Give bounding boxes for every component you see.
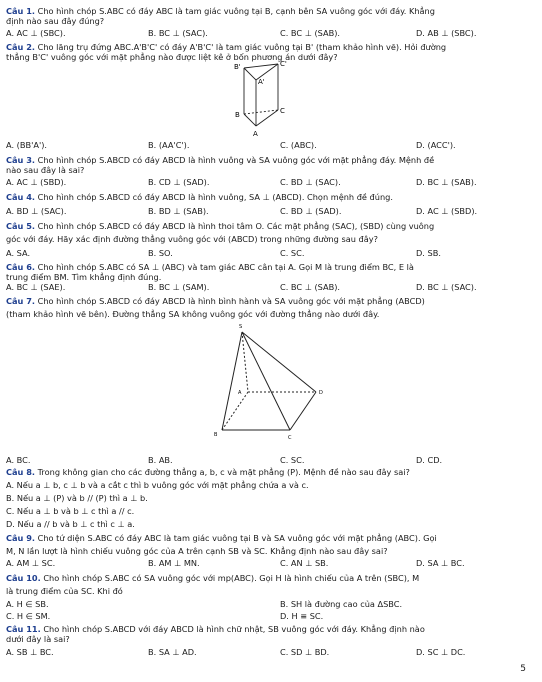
question-1-line1: Cho hình chóp S.ABC có đáy ABC là tam giác vuông tại B, cạnh bên SA vuông góc với đáy. Khẳng — [37, 6, 435, 16]
q4-option-c[interactable]: C. BD ⊥ (SAD). — [280, 206, 342, 216]
q6-option-d[interactable]: D. BC ⊥ (SAC). — [416, 282, 477, 292]
question-11-line1: Cho hình chóp S.ABCD với đáy ABCD là hình chữ nhật, SB vuông góc với đáy. Khẳng định nào — [43, 624, 425, 634]
question-10-number: Câu 10. — [6, 573, 41, 583]
q10-option-c[interactable]: C. H ∈ SM. — [6, 611, 51, 621]
q1-option-b[interactable]: B. BC ⊥ (SAC). — [148, 28, 208, 38]
question-4-text — [6, 192, 536, 202]
q8-statement-c[interactable]: C. Nếu a ⊥ b và b ⊥ c thì a // c. — [6, 506, 135, 516]
question-11-number: Câu 11. — [6, 624, 41, 634]
question-8-number: Câu 8. — [6, 467, 36, 477]
question-7-line2: (tham khảo hình vẽ bên). Đường thẳng SA không vuông góc với đường thẳng nào dưới đây. — [6, 309, 380, 319]
label-C: C — [288, 435, 292, 441]
question-11-line2: dưới đây là sai? — [6, 634, 70, 644]
q5-option-d[interactable]: D. SB. — [416, 248, 441, 258]
q6-option-c[interactable]: C. BC ⊥ (SAB). — [280, 282, 341, 292]
q10-option-b[interactable]: B. SH là đường cao của ΔSBC. — [280, 599, 403, 609]
q8-statement-b[interactable]: B. Nếu a ⊥ (P) và b // (P) thì a ⊥ b. — [6, 493, 148, 503]
question-9-text — [6, 533, 536, 543]
question-8-line1: Trong không gian cho các đường thẳng a, b, c và mặt phẳng (P). Mệnh đề nào sau đây sai? — [37, 467, 410, 477]
question-6-number: Câu 6. — [6, 262, 36, 272]
q5-option-b[interactable]: B. SO. — [148, 248, 173, 258]
page-number: 5 — [520, 664, 526, 674]
question-10-text — [6, 573, 536, 583]
q1-option-d[interactable]: D. AB ⊥ (SBC). — [416, 28, 477, 38]
q3-option-c[interactable]: C. BD ⊥ (SAC). — [280, 177, 341, 187]
question-5-number: Câu 5. — [6, 221, 36, 231]
q4-option-b[interactable]: B. BD ⊥ (SAB). — [148, 206, 209, 216]
q9-option-c[interactable]: C. AN ⊥ SB. — [280, 558, 329, 568]
question-1-text — [6, 6, 536, 16]
question-2-number: Câu 2. — [6, 42, 36, 52]
question-3-text — [6, 155, 536, 165]
prism-figure — [218, 60, 318, 140]
q10-option-d[interactable]: D. H ≡ SC. — [280, 611, 324, 621]
question-5-line1: Cho hình chóp S.ABCD có đáy ABCD là hình thoi tâm O. Các mặt phẳng (SAC), (SBD) cùng vuông — [37, 221, 435, 231]
q3-option-d[interactable]: D. BC ⊥ (SAB). — [416, 177, 477, 187]
question-11-text — [6, 624, 536, 634]
question-6-text — [6, 262, 536, 272]
q9-option-a[interactable]: A. AM ⊥ SC. — [6, 558, 56, 568]
q10-option-a[interactable]: A. H ∈ SB. — [6, 599, 49, 609]
question-3-number: Câu 3. — [6, 155, 36, 165]
q9-option-b[interactable]: B. AM ⊥ MN. — [148, 558, 200, 568]
question-9-line1: Cho tứ diện S.ABC có đáy ABC là tam giác vuông tại B và SA vuông góc với mặt phẳng (ABC). Gọi — [37, 533, 437, 543]
q2-option-c[interactable]: C. (ABC). — [280, 140, 317, 150]
q2-option-d[interactable]: D. (ACC'). — [416, 140, 456, 150]
question-4-line1: Cho hình chóp S.ABCD có đáy ABCD là hình vuông, SA ⊥ (ABCD). Chọn mệnh đề đúng. — [37, 192, 393, 202]
q2-option-a[interactable]: A. (BB'A'). — [6, 140, 47, 150]
question-6-line2: trung điểm BM. Tìm khẳng định đúng. — [6, 272, 162, 282]
q5-option-a[interactable]: A. SA. — [6, 248, 31, 258]
label-S: S — [239, 324, 243, 330]
q6-option-b[interactable]: B. BC ⊥ (SAM). — [148, 282, 210, 292]
pyramid-figure — [196, 318, 336, 444]
q2-option-b[interactable]: B. (AA'C'). — [148, 140, 190, 150]
label-Cp: C' — [280, 60, 287, 68]
question-8-text — [6, 467, 536, 477]
q11-option-d[interactable]: D. SC ⊥ DC. — [416, 647, 466, 657]
label-B: B — [235, 111, 240, 119]
q7-option-a[interactable]: A. BC. — [6, 455, 31, 465]
q11-option-a[interactable]: A. SB ⊥ BC. — [6, 647, 54, 657]
question-9-number: Câu 9. — [6, 533, 36, 543]
label-A: A — [238, 390, 242, 396]
q5-option-c[interactable]: C. SC. — [280, 248, 305, 258]
label-B: B — [214, 432, 218, 438]
q6-option-a[interactable]: A. BC ⊥ (SAE). — [6, 282, 66, 292]
q8-statement-a[interactable]: A. Nếu a ⊥ b, c ⊥ b và a cắt c thì b vuông góc với mặt phẳng chứa a và c. — [6, 480, 309, 490]
label-D: D — [319, 390, 323, 396]
question-5-line2: góc với đáy. Hãy xác định đường thẳng vuông góc với (ABCD) trong những đường sau đây? — [6, 234, 378, 244]
q8-statement-d[interactable]: D. Nếu a // b và b ⊥ c thì c ⊥ a. — [6, 519, 135, 529]
question-5-text — [6, 221, 536, 231]
q1-option-c[interactable]: C. BC ⊥ (SAB). — [280, 28, 341, 38]
question-10-line2: là trung điểm của SC. Khi đó — [6, 586, 123, 596]
q7-option-b[interactable]: B. AB. — [148, 455, 173, 465]
question-2-line2: thẳng B'C' vuông góc với mặt phẳng nào được liệt kê ở bốn phương án dưới đây? — [6, 52, 338, 62]
q7-option-c[interactable]: C. SC. — [280, 455, 305, 465]
question-6-line1: Cho hình chóp S.ABC có SA ⊥ (ABC) và tam giác ABC cân tại A. Gọi M là trung điểm BC, E là — [37, 262, 414, 272]
q7-option-d[interactable]: D. CD. — [416, 455, 443, 465]
q9-option-d[interactable]: D. SA ⊥ BC. — [416, 558, 465, 568]
question-4-number: Câu 4. — [6, 192, 36, 202]
question-3-line1: Cho hình chóp S.ABCD có đáy ABCD là hình vuông và SA vuông góc với mặt phẳng đáy. Mệnh đề — [37, 155, 435, 165]
q11-option-b[interactable]: B. SA ⊥ AD. — [148, 647, 197, 657]
question-9-line2: M, N lần lượt là hình chiếu vuông góc của A trên cạnh SB và SC. Khẳng định nào sau đây sai? — [6, 546, 388, 556]
question-10-line1: Cho hình chóp S.ABC có SA vuông góc với mp(ABC). Gọi H là hình chiếu của A trên (SBC), M — [43, 573, 420, 583]
label-A: A — [253, 130, 258, 138]
question-1-line2: định nào sau đây đúng? — [6, 16, 105, 26]
question-2-text — [6, 42, 536, 52]
q4-option-a[interactable]: A. BD ⊥ (SAC). — [6, 206, 67, 216]
label-C: C — [280, 107, 285, 115]
label-Bp: B' — [234, 63, 241, 71]
question-2-line1: Cho lăng trụ đứng ABC.A'B'C' có đáy A'B'C' là tam giác vuông tại B' (tham khảo hình vẽ). Hỏi đường — [37, 42, 447, 52]
question-3-line2: nào sau đây là sai? — [6, 165, 85, 175]
question-7-text — [6, 296, 536, 306]
q3-option-b[interactable]: B. CD ⊥ (SAD). — [148, 177, 210, 187]
question-1-number: Câu 1. — [6, 6, 36, 16]
q4-option-d[interactable]: D. AC ⊥ (SBD). — [416, 206, 478, 216]
question-7-number: Câu 7. — [6, 296, 36, 306]
label-Ap: A' — [258, 78, 265, 86]
q11-option-c[interactable]: C. SD ⊥ BD. — [280, 647, 330, 657]
q1-option-a[interactable]: A. AC ⊥ (SBC). — [6, 28, 66, 38]
q3-option-a[interactable]: A. AC ⊥ (SBD). — [6, 177, 67, 187]
question-7-line1: Cho hình chóp S.ABCD có đáy ABCD là hình bình hành và SA vuông góc với mặt phẳng (ABCD) — [37, 296, 425, 306]
